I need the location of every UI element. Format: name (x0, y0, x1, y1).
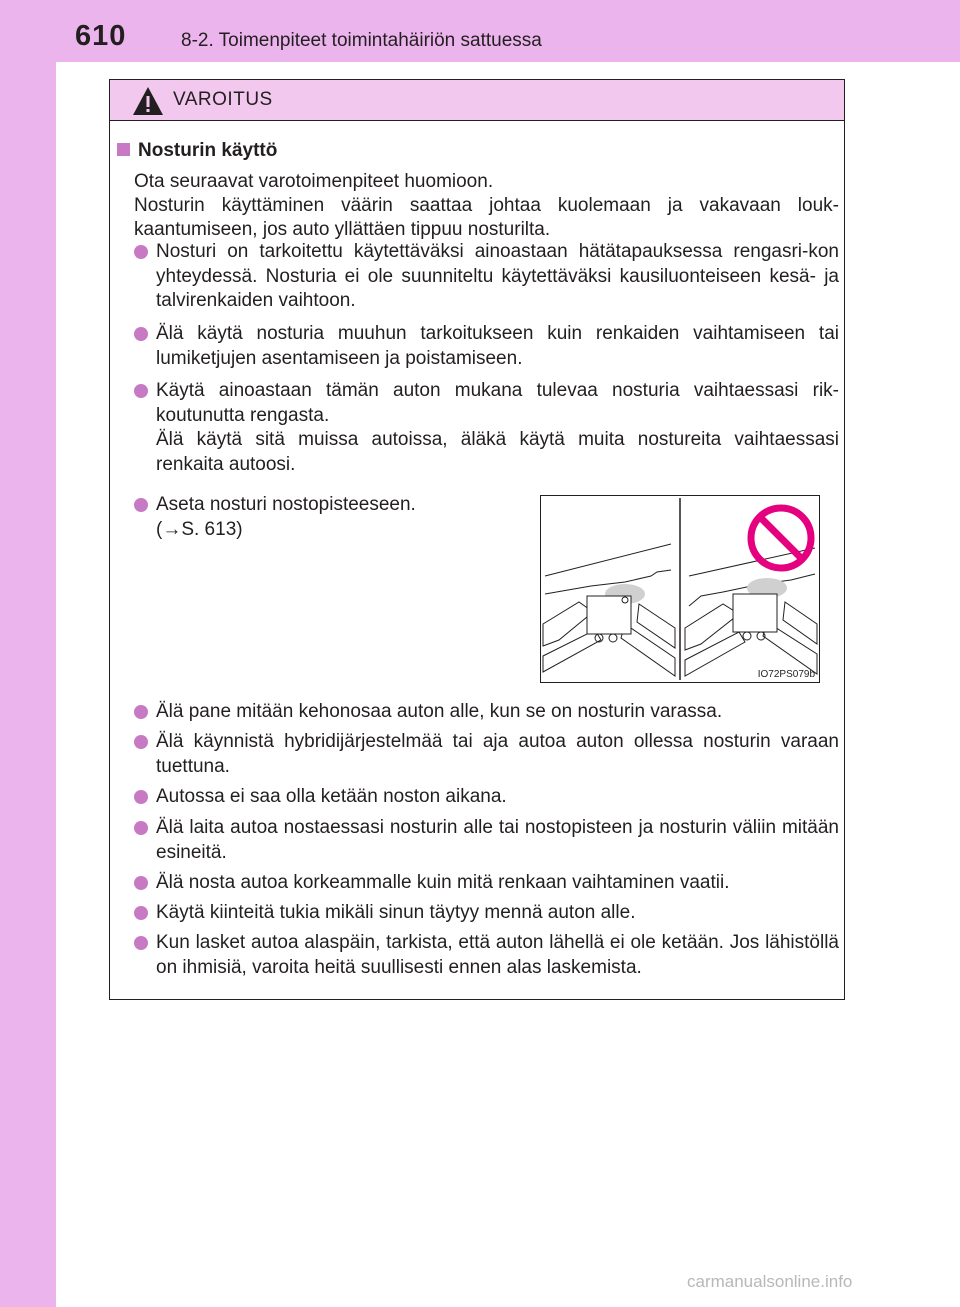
list-item: Aseta nosturi nostopisteeseen. (→S. 613) (134, 493, 454, 542)
circle-bullet-icon (134, 384, 148, 398)
list-item: Käytä ainoastaan tämän auton mukana tulevaa nosturia vaihtaessasi rik-koutunutta rengasta. Älä käytä sitä muissa autoissa, äläkä käytä muita nostureita vaihtaessasi renkaita autoosi. (134, 379, 839, 477)
page-number: 610 (75, 20, 127, 52)
intro-line: Nosturin käyttäminen väärin saattaa johtaa kuolemaan ja vakavaan louk-kaantumiseen, jos auto yllättäen tippuu nosturilta. (134, 195, 839, 240)
circle-bullet-icon (134, 876, 148, 890)
list-item: Älä nosta autoa korkeammalle kuin mitä renkaan vaihtaminen vaatii. (134, 871, 839, 896)
circle-bullet-icon (134, 821, 148, 835)
list-item: Älä käynnistä hybridijärjestelmää tai aja autoa auton ollessa nosturin varaan tuettuna. (134, 730, 839, 779)
intro-line: Ota seuraavat varotoimenpiteet huomioon. (134, 171, 494, 192)
warning-box (109, 79, 845, 1000)
list-item: Autossa ei saa olla ketään noston aikana. (134, 785, 839, 810)
left-color-strip (0, 0, 56, 1307)
warning-title: VAROITUS (173, 89, 273, 110)
watermark: carmanualsonline.info (687, 1272, 853, 1291)
section-heading: Nosturin käyttö (117, 140, 277, 162)
circle-bullet-icon (134, 245, 148, 259)
list-item: Älä laita autoa nostaessasi nosturin alle tai nostopisteen ja nosturin väliin mitään esineitä. (134, 816, 839, 865)
warning-header (110, 80, 844, 121)
circle-bullet-icon (134, 705, 148, 719)
jack-placement-figure (540, 495, 820, 683)
prohibition-icon (751, 508, 811, 568)
list-item: Käytä kiinteitä tukia mikäli sinun täytyy mennä auton alle. (134, 901, 839, 926)
list-item: Nosturi on tarkoitettu käytettäväksi ainoastaan hätätapauksessa rengasri-kon yhteydessä. Nosturia ei ole suunniteltu käytettäväksi kausiluonteiseen kesä- ja talvirenkaiden vaihtoon. (134, 240, 839, 314)
circle-bullet-icon (134, 906, 148, 920)
warning-triangle-icon (132, 86, 164, 116)
circle-bullet-icon (134, 735, 148, 749)
section-title: 8-2. Toimenpiteet toimintahäiriön sattuessa (181, 30, 542, 51)
jack-illustration (541, 496, 819, 682)
circle-bullet-icon (134, 327, 148, 341)
header-rule (56, 62, 960, 64)
intro-text (134, 170, 839, 242)
circle-bullet-icon (134, 498, 148, 512)
list-item: Älä pane mitään kehonosaa auton alle, kun se on nosturin varassa. (134, 700, 839, 725)
list-item: Kun lasket autoa alaspäin, tarkista, että auton lähellä ei ole ketään. Jos lähistöllä on ihmisiä, varoita heitä suullisesti ennen alas laskemista. (134, 931, 839, 980)
list-item: Älä käytä nosturia muuhun tarkoitukseen kuin renkaiden vaihtamiseen tai lumiketjujen asentamiseen ja poistamiseen. (134, 322, 839, 371)
square-bullet-icon (117, 143, 130, 156)
circle-bullet-icon (134, 790, 148, 804)
circle-bullet-icon (134, 936, 148, 950)
figure-caption: IO72PS079b (757, 669, 815, 680)
